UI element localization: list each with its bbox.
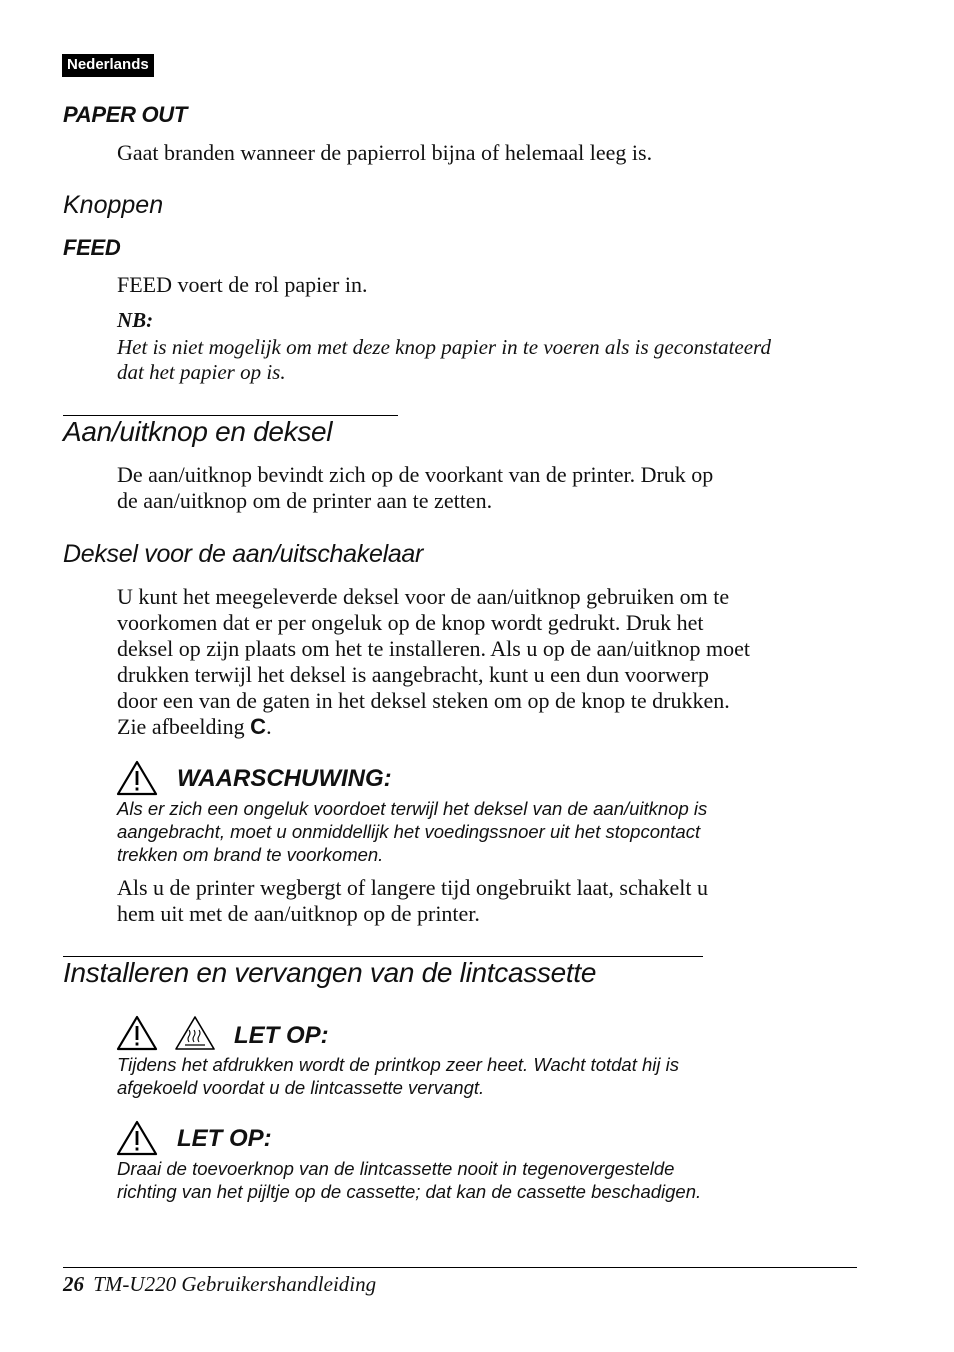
figure-ref-prefix: Zie afbeelding [117, 714, 251, 739]
warning-text-line-2: aangebracht, moet u onmiddellijk het voedingssnoer uit het stopcontact [117, 821, 701, 842]
aan-uit-text-line-2: de aan/uitknop om de printer aan te zetten. [117, 488, 493, 513]
warning-text-line-1: Als er zich een ongeluk voordoet terwijl het deksel van de aan/uitknop is [117, 798, 708, 819]
deksel-para-line-2: voorkomen dat er per ongeluk op de knop wordt gedrukt. Druk het [117, 610, 704, 635]
deksel-para-line-5: door een van de gaten in het deksel steken om op de knop te drukken. [117, 688, 730, 713]
caution-2-text-line-2: richting van het pijltje op de cassette; dat kan de cassette beschadigen. [117, 1181, 702, 1202]
warning-triangle-icon [116, 1015, 158, 1051]
nb-text-line-1: Het is niet mogelijk om met deze knop papier in te voeren als is geconstateerd [117, 335, 771, 359]
figure-ref-suffix: . [266, 714, 272, 739]
manual-title: TM-U220 Gebruikershandleiding [93, 1272, 377, 1296]
hot-surface-icon [174, 1015, 216, 1051]
feed-text: FEED voert de rol papier in. [117, 272, 368, 297]
footer-rule [63, 1267, 857, 1268]
storage-text-line-2: hem uit met de aan/uitknop op de printer. [117, 901, 480, 926]
deksel-para-line-3: deksel op zijn plaats om het te installeren. Als u op de aan/uitknop moet [117, 636, 750, 661]
figure-ref-letter: C [250, 714, 267, 739]
warning-text-line-3: trekken om brand te voorkomen. [117, 844, 384, 865]
footer [63, 1272, 376, 1297]
nb-text-line-2: dat het papier op is. [117, 360, 286, 384]
feed-heading: FEED [63, 235, 121, 260]
caution-2-title: LET OP: [177, 1125, 272, 1152]
warning-triangle-icon [116, 1120, 158, 1156]
page-number: 26 [63, 1272, 84, 1296]
aan-uit-heading: Aan/uitknop en deksel [63, 416, 333, 447]
caution-2-text-line-1: Draai de toevoerknop van de lintcassette nooit in tegenovergestelde [117, 1158, 675, 1179]
storage-text-line-1: Als u de printer wegbergt of langere tijd ongebruikt laat, schakelt u [117, 875, 708, 900]
warning-title: WAARSCHUWING: [177, 765, 392, 792]
deksel-para-line-6 [117, 714, 272, 740]
knoppen-heading: Knoppen [63, 191, 164, 219]
caution-1-title: LET OP: [234, 1022, 329, 1049]
deksel-para-line-4: drukken terwijl het deksel is aangebracht, kunt u een dun voorwerp [117, 662, 709, 687]
warning-triangle-icon [116, 760, 158, 796]
deksel-heading: Deksel voor de aan/uitschakelaar [63, 540, 424, 568]
caution-1-text-line-2: afgekoeld voordat u de lintcassette vervangt. [117, 1077, 485, 1098]
deksel-para-line-1: U kunt het meegeleverde deksel voor de aan/uitknop gebruiken om te [117, 584, 730, 609]
paper-out-heading: PAPER OUT [63, 102, 188, 127]
caution-1-text-line-1: Tijdens het afdrukken wordt de printkop zeer heet. Wacht totdat hij is [117, 1054, 679, 1075]
language-tab: Nederlands [62, 54, 154, 77]
nb-label: NB: [117, 308, 154, 332]
lintcassette-heading: Installeren en vervangen van de lintcassette [63, 957, 597, 988]
paper-out-text: Gaat branden wanneer de papierrol bijna of helemaal leeg is. [117, 140, 653, 165]
aan-uit-text-line-1: De aan/uitknop bevindt zich op de voorkant van de printer. Druk op [117, 462, 714, 487]
